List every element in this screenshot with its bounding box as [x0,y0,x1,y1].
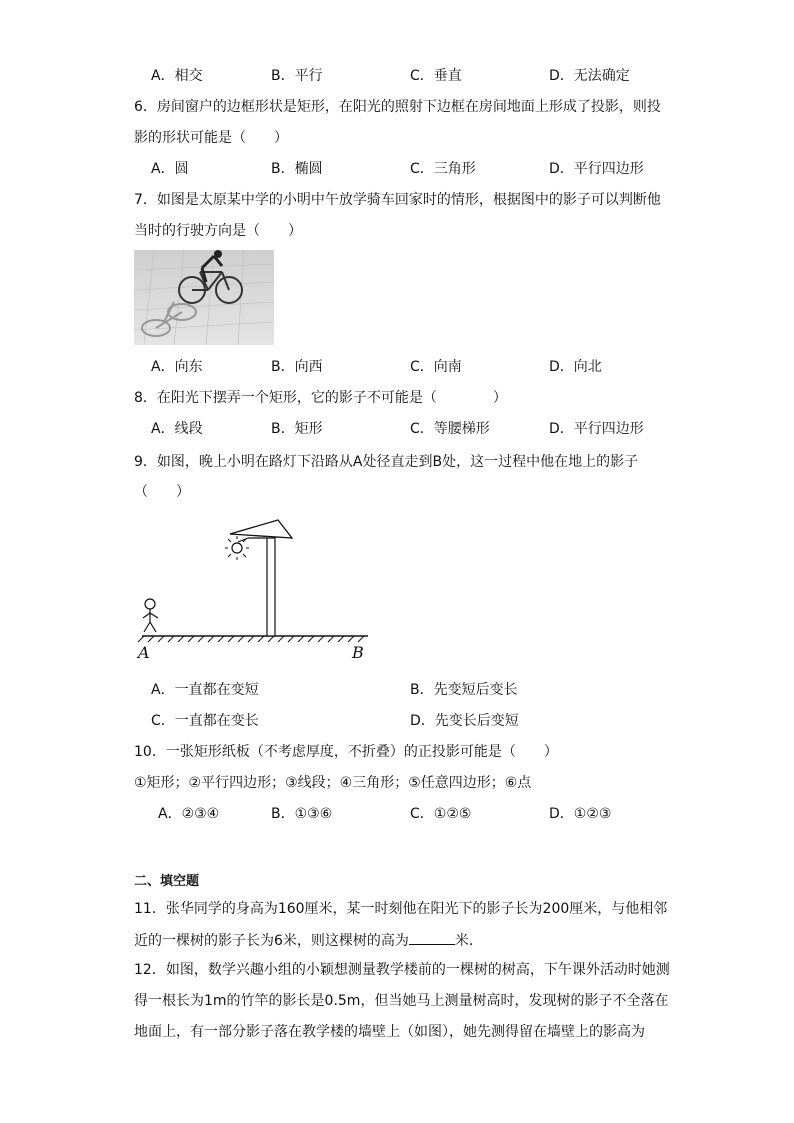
q12-stem-line2: 得一根长为1m的竹竿的影长是0.5m，但当她马上测量树高时，发现树的影子不全落在 [134,993,669,1009]
q7-option-c: C．向南 [410,359,462,375]
q10-stem-line2: ①矩形；②平行四边形；③线段；④三角形；⑤任意四边形；⑥点 [134,775,532,791]
q8-stem: 8．在阳光下摆弄一个矩形，它的影子不可能是（ ） [134,390,507,406]
q10-option-a: A．②③④ [158,806,220,822]
q9-option-a: A．一直都在变短 [151,682,259,698]
q9-option-c: C．一直都在变长 [151,713,259,729]
cyclist-shadow-photo [134,250,274,345]
q8-option-a: A．线段 [151,421,203,437]
streetlamp-diagram [130,508,380,668]
q7-stem-line1: 7．如图是太原某中学的小明中午放学骑车回家时的情形，根据图中的影子可以判断他 [134,192,661,208]
q10-option-c: C．①②⑤ [410,806,472,822]
q11-text-after-blank: 米． [454,933,483,949]
q12-stem-line3: 地面上，有一部分影子落在教学楼的墙壁上（如图），她先测得留在墙壁上的影高为 [134,1024,645,1040]
q10-option-b: B．①③⑥ [271,806,333,822]
q6-option-b: B．椭圆 [271,161,323,177]
q6-option-c: C．三角形 [410,161,476,177]
q10-option-d: D．①②③ [549,806,612,822]
q9-option-d: D．先变长后变短 [410,713,519,729]
q11-text-before-blank: 近的一棵树的影子长为6米，则这棵树的高为 [134,933,409,949]
q6-stem-line2: 影的形状可能是（ ） [134,130,288,146]
q8-option-d: D．平行四边形 [549,421,644,437]
q8-option-c: C．等腰梯形 [410,421,490,437]
q6-option-a: A．圆 [151,161,189,177]
q10-stem-line1: 10．一张矩形纸板（不考虑厚度，不折叠）的正投影可能是（ ） [134,744,558,760]
q6-option-d: D．平行四边形 [549,161,644,177]
q9-stem-line2: （ ） [134,484,190,500]
q5-option-a: A．相交 [151,68,203,84]
q11-stem-line1: 11．张华同学的身高为160厘米，某一时刻他在阳光下的影子长为200厘米，与他相邻 [134,901,668,917]
q12-stem-line1: 12．如图，数学兴趣小组的小颖想测量教学楼前的一棵树的树高，下午课外活动时她测 [134,962,670,978]
q5-option-c: C．垂直 [410,68,462,84]
point-b-label: B [352,643,364,662]
q9-option-b: B．先变短后变长 [410,682,518,698]
q7-option-d: D．向北 [549,359,602,375]
q11-answer-blank[interactable] [409,930,455,945]
q11-stem-line2 [134,930,483,951]
q7-option-b: B．向西 [271,359,323,375]
q9-stem-line1: 9．如图，晚上小明在路灯下沿路从A处径直走到B处，这一过程中他在地上的影子 [134,454,639,470]
q7-option-a: A．向东 [151,359,203,375]
q5-option-b: B．平行 [271,68,323,84]
q6-stem-line1: 6．房间窗户的边框形状是矩形，在阳光的照射下边框在房间地面上形成了投影，则投 [134,99,661,115]
q7-stem-line2: 当时的行驶方向是（ ） [134,223,302,239]
q5-option-d: D．无法确定 [549,68,630,84]
section-title: 二、填空题 [134,874,200,889]
q8-option-b: B．矩形 [271,421,323,437]
point-a-label: A [138,643,150,662]
